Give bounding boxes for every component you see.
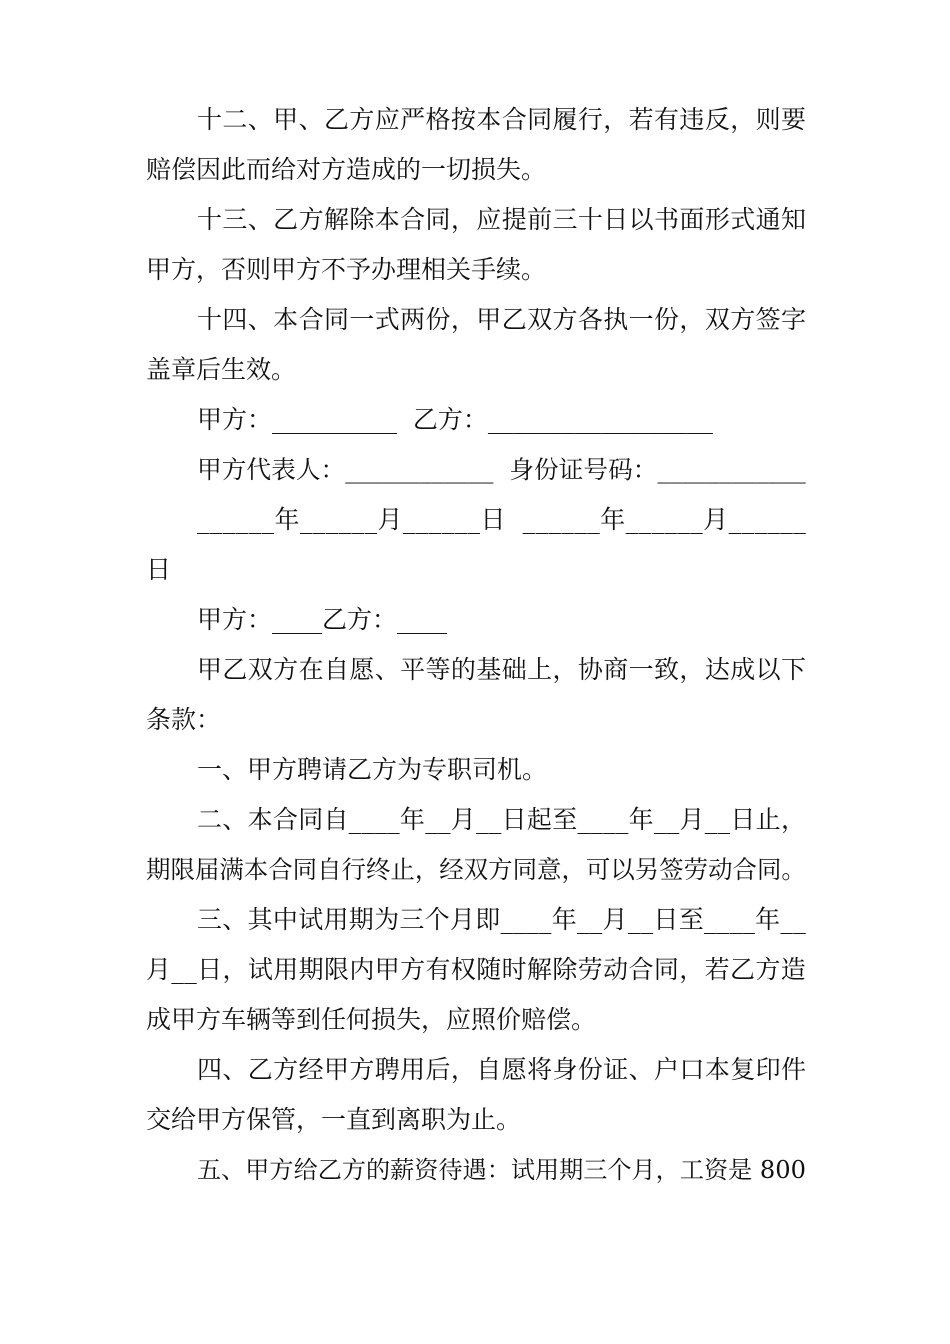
clause-13-line-2: 甲方，否则甲方不予办理相关手续。 — [146, 255, 547, 284]
signature-dates-line-1 — [146, 495, 806, 545]
justified-text: 甲 方 代 表 人 ： _ _ _ _ _ _ _ _ _ _ _ _ 身 份 证 号 码 ： _ _ _ _ _ _ _ _ _ _ _ _ — [197, 455, 806, 484]
justified-text: 期 限 届 满 本 合 同 自 行 终 止 ， 经 双 方 同 意 ， 可 以 另 签 劳 动 合 同 。 — [146, 855, 806, 884]
clause-12-line-2: 赔偿因此而给对方造成的一切损失。 — [146, 155, 547, 184]
signature-parties: 甲方：__________ 乙方：__________________ — [197, 405, 713, 434]
justified-text: 三 、 其 中 试 用 期 为 三 个 月 即 _ _ _ _ 年 _ _ 月 _ _ 日 至 _ _ _ _ 年 _ _ — [197, 905, 806, 934]
clause-3-line-2 — [146, 945, 806, 995]
contract-intro-line-1 — [146, 645, 806, 695]
justified-text: 月 _ _ 日 ， 试 用 期 限 内 甲 方 有 权 随 时 解 除 劳 动 合 同 ， 若 乙 方 造 — [146, 955, 806, 984]
contract-intro-line-2: 条款： — [146, 705, 222, 734]
signature-representative — [146, 445, 806, 495]
document-page — [146, 95, 806, 1195]
clause-1: 一、甲方聘请乙方为专职司机。 — [197, 755, 548, 784]
clause-14-line-1 — [146, 295, 806, 345]
clause-14-line-2: 盖章后生效。 — [146, 355, 297, 384]
justified-text: 五 、 甲 方 给 乙 方 的 薪 资 待 遇 ： 试 用 期 三 个 月 ， 工 资 是 8 0 0 — [197, 1156, 806, 1184]
clause-2-line-2 — [146, 845, 806, 895]
clause-4-line-1 — [146, 1045, 806, 1095]
justified-text: 十 四 、 本 合 同 一 式 两 份 ， 甲 乙 双 方 各 执 一 份 ， 双 方 签 字 — [197, 305, 806, 334]
justified-text: 甲 乙 双 方 在 自 愿 、 平 等 的 基 础 上 ， 协 商 一 致 ， 达 成 以 下 — [197, 655, 806, 684]
signature-dates-line-2: 日 — [146, 555, 172, 584]
clause-4-line-2: 交给甲方保管，一直到离职为止。 — [146, 1105, 522, 1134]
contract-parties: 甲方：____乙方：____ — [197, 605, 448, 634]
clause-3-line-3: 成甲方车辆等到任何损失，应照价赔偿。 — [146, 1005, 597, 1034]
justified-text: 二 、 本 合 同 自 _ _ _ _ 年 _ _ 月 _ _ 日 起 至 _ _ _ _ 年 _ _ 月 _ _ 日 止 ， — [197, 805, 806, 834]
clause-2-line-1 — [146, 795, 806, 845]
clause-12-line-1 — [146, 95, 806, 145]
clause-5-line-1 — [146, 1145, 806, 1195]
clause-13-line-1 — [146, 195, 806, 245]
justified-text: _ _ _ _ _ _ 年 _ _ _ _ _ _ 月 _ _ _ _ _ _ 日 _ _ _ _ _ _ 年 _ _ _ _ _ _ 月 _ _ _ _ _ _ — [197, 505, 806, 534]
justified-text: 四 、 乙 方 经 甲 方 聘 用 后 ， 自 愿 将 身 份 证 、 户 口 本 复 印 件 — [197, 1055, 806, 1084]
clause-3-line-1 — [146, 895, 806, 945]
justified-text: 十 二 、 甲 、 乙 方 应 严 格 按 本 合 同 履 行 ， 若 有 违 反 ， 则 要 — [197, 105, 806, 134]
justified-text: 十 三 、 乙 方 解 除 本 合 同 ， 应 提 前 三 十 日 以 书 面 形 式 通 知 — [197, 205, 806, 234]
